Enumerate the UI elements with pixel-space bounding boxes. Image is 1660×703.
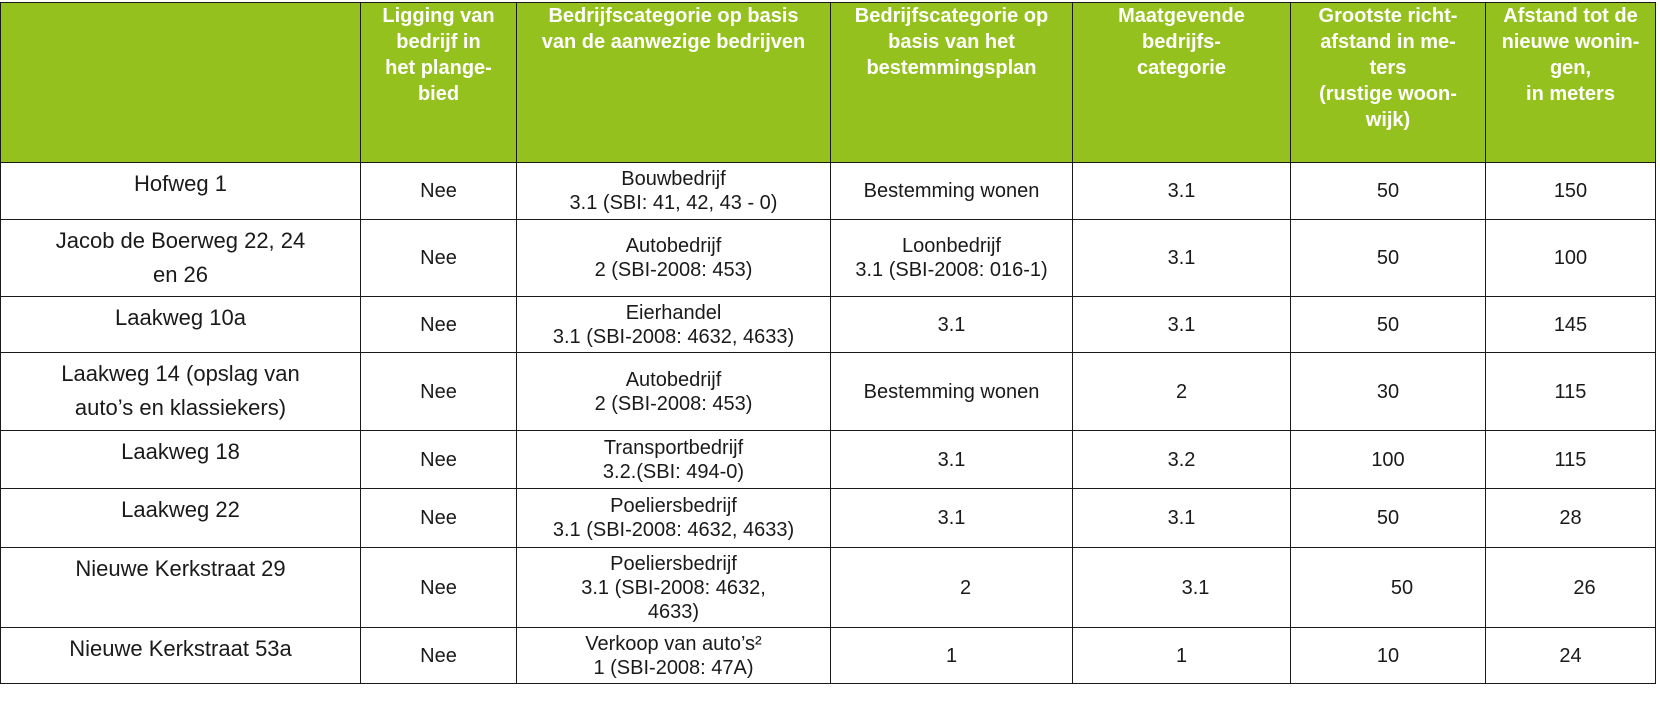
cell-bestemmingsplan: Bestemming wonen	[831, 163, 1073, 220]
cell-bestemmingsplan: 1	[831, 628, 1073, 684]
table-row	[1, 297, 1656, 353]
cell-maatgevend: 3.1	[1073, 297, 1291, 353]
cell-aanwezig: Poeliersbedrijf 3.1 (SBI-2008: 4632, 4633)	[517, 489, 831, 548]
cell-maatgevend: 3.1	[1073, 163, 1291, 220]
cell-bestemmingsplan: Bestemming wonen	[831, 353, 1073, 431]
cell-bestemmingsplan: 3.1	[831, 297, 1073, 353]
cell-address: Laakweg 14 (opslag van auto’s en klassiekers)	[1, 353, 361, 431]
table-row	[1, 628, 1656, 684]
cell-afstand: 100	[1486, 220, 1656, 297]
cell-bestemmingsplan: Loonbedrijf 3.1 (SBI-2008: 016-1)	[831, 220, 1073, 297]
cell-ligging: Nee	[361, 628, 517, 684]
cell-aanwezig: Eierhandel 3.1 (SBI-2008: 4632, 4633)	[517, 297, 831, 353]
cell-maatgevend: 3.1	[1073, 489, 1291, 548]
cell-ligging: Nee	[361, 163, 517, 220]
header-richtafstand: Grootste richt- afstand in me- ters (rustige woon- wijk)	[1291, 3, 1486, 163]
cell-address: Hofweg 1	[1, 163, 361, 220]
cell-address: Nieuwe Kerkstraat 29	[1, 548, 361, 628]
header-maatgevend: Maatgevende bedrijfs- categorie	[1073, 3, 1291, 163]
cell-afstand: 115	[1486, 431, 1656, 489]
cell-maatgevend: 3.1	[1073, 220, 1291, 297]
cell-address: Laakweg 10a	[1, 297, 361, 353]
cell-maatgevend: 1	[1073, 628, 1291, 684]
table-row	[1, 163, 1656, 220]
cell-richtafstand: 10	[1291, 628, 1486, 684]
cell-richtafstand: 50	[1291, 548, 1486, 628]
header-ligging: Ligging van bedrijf in het plange- bied	[361, 3, 517, 163]
cell-maatgevend: 3.2	[1073, 431, 1291, 489]
cell-ligging: Nee	[361, 353, 517, 431]
cell-maatgevend: 2	[1073, 353, 1291, 431]
cell-afstand: 26	[1486, 548, 1656, 628]
cell-afstand: 145	[1486, 297, 1656, 353]
table-row	[1, 220, 1656, 297]
cell-bestemmingsplan: 3.1	[831, 489, 1073, 548]
table-row	[1, 431, 1656, 489]
cell-richtafstand: 50	[1291, 297, 1486, 353]
cell-aanwezig: Transportbedrijf 3.2.(SBI: 494-0)	[517, 431, 831, 489]
cell-aanwezig: Bouwbedrijf 3.1 (SBI: 41, 42, 43 - 0)	[517, 163, 831, 220]
cell-richtafstand: 30	[1291, 353, 1486, 431]
cell-bestemmingsplan: 3.1	[831, 431, 1073, 489]
cell-address: Laakweg 22	[1, 489, 361, 548]
cell-richtafstand: 50	[1291, 489, 1486, 548]
cell-ligging: Nee	[361, 489, 517, 548]
cell-aanwezig: Autobedrijf 2 (SBI-2008: 453)	[517, 353, 831, 431]
cell-afstand: 150	[1486, 163, 1656, 220]
table-row	[1, 353, 1656, 431]
cell-bestemmingsplan: 2	[831, 548, 1073, 628]
table-row	[1, 548, 1656, 628]
cell-ligging: Nee	[361, 431, 517, 489]
cell-maatgevend: 3.1	[1073, 548, 1291, 628]
header-address	[1, 3, 361, 163]
cell-ligging: Nee	[361, 548, 517, 628]
cell-afstand: 24	[1486, 628, 1656, 684]
cell-aanwezig: Poeliersbedrijf 3.1 (SBI-2008: 4632, 4633)	[517, 548, 831, 628]
header-bestemmingsplan: Bedrijfscategorie op basis van het bestemmingsplan	[831, 3, 1073, 163]
cell-ligging: Nee	[361, 220, 517, 297]
cell-address: Nieuwe Kerkstraat 53a	[1, 628, 361, 684]
cell-address: Laakweg 18	[1, 431, 361, 489]
cell-richtafstand: 100	[1291, 431, 1486, 489]
header-afstand: Afstand tot de nieuwe wonin- gen, in meters	[1486, 3, 1656, 163]
cell-address: Jacob de Boerweg 22, 24 en 26	[1, 220, 361, 297]
header-aanwezig: Bedrijfscategorie op basis van de aanwezige bedrijven	[517, 3, 831, 163]
header-row	[1, 3, 1656, 163]
cell-afstand: 28	[1486, 489, 1656, 548]
company-distance-table	[0, 2, 1656, 684]
cell-aanwezig: Verkoop van auto’s² 1 (SBI-2008: 47A)	[517, 628, 831, 684]
table-row	[1, 489, 1656, 548]
cell-richtafstand: 50	[1291, 163, 1486, 220]
cell-aanwezig: Autobedrijf 2 (SBI-2008: 453)	[517, 220, 831, 297]
cell-afstand: 115	[1486, 353, 1656, 431]
cell-ligging: Nee	[361, 297, 517, 353]
cell-richtafstand: 50	[1291, 220, 1486, 297]
